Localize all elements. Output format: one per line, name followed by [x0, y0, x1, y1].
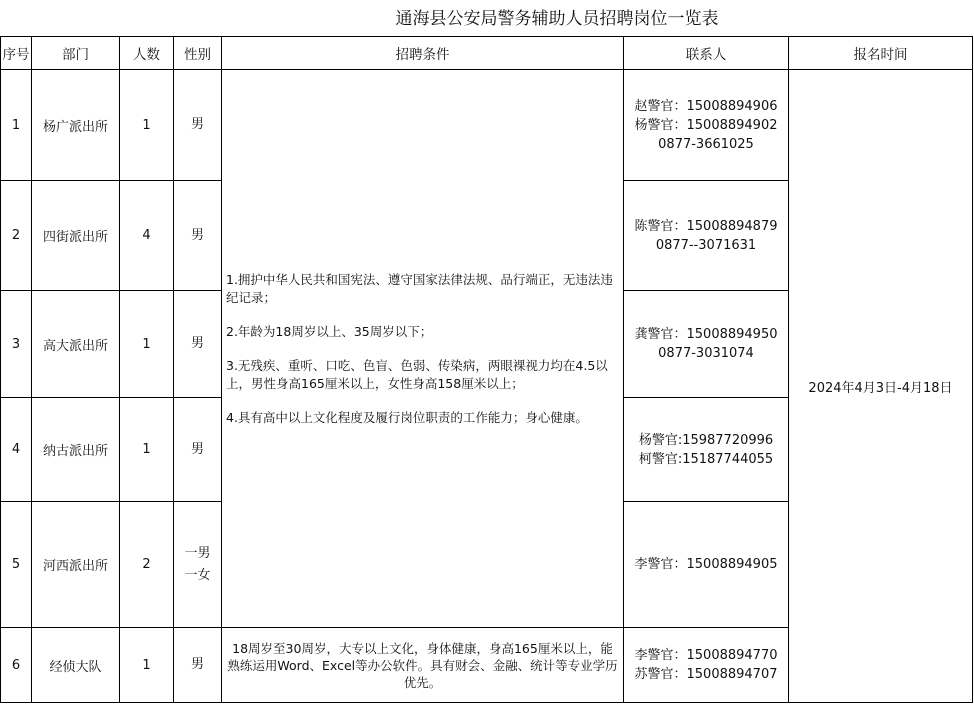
condition-item: 3.无残疾、重听、口吃、色盲、色弱、传染病，两眼裸视力均在4.5以上，男性身高165厘米以上，女性身高158厘米以上；	[226, 357, 608, 391]
shared-conditions-cell	[222, 70, 624, 628]
contact-line: 杨警官：15008894902	[634, 117, 778, 133]
signup-time-cell: 2024年4月3日-4月18日	[789, 70, 973, 703]
gender-cell	[174, 291, 222, 398]
contact-line: 杨警官:15987720996	[638, 432, 774, 448]
special-conditions-cell: 18周岁至30周岁，大专以上文化，身体健康，身高165厘米以上，能熟练运用Word、Excel等办公软件。具有财会、金融、统计等专业学历优先。	[222, 628, 624, 703]
contact-line: 李警官：15008894770	[634, 648, 778, 663]
gender-text: 男	[190, 117, 204, 132]
contact-line: 龚警官：15008894950	[634, 327, 778, 342]
contact-line: 0877-3661025	[658, 136, 754, 152]
header-dept: 部门	[32, 37, 120, 70]
count-cell: 1	[120, 628, 174, 703]
dept-cell: 四街派出所	[32, 181, 120, 291]
condition-item: 1.拥护中华人民共和国宪法、遵守国家法律法规、品行端正，无违法违纪记录；	[226, 271, 613, 305]
gender-text: 男	[190, 441, 204, 457]
count-cell: 4	[120, 181, 174, 291]
header-gender: 性别	[174, 37, 222, 70]
contact-line: 苏警官：15008894707	[634, 667, 778, 682]
seq-cell: 4	[1, 398, 32, 502]
contact-line: 赵警官：15008894906	[634, 98, 778, 114]
gender-text: 一男	[184, 545, 211, 561]
contact-line: 0877-3031074	[658, 346, 754, 361]
gender-text: 男	[190, 336, 204, 351]
dept-cell: 河西派出所	[32, 502, 120, 628]
dept-cell: 高大派出所	[32, 291, 120, 398]
header-contact: 联系人	[624, 37, 789, 70]
gender-cell	[174, 502, 222, 628]
contact-line: 陈警官：15008894879	[634, 218, 778, 234]
contact-cell	[624, 628, 789, 703]
gender-cell	[174, 70, 222, 181]
dept-cell: 杨广派出所	[32, 70, 120, 181]
contact-line: 0877--3071631	[655, 237, 757, 253]
contact-line: 柯警官:15187744055	[638, 451, 774, 467]
dept-cell: 经侦大队	[32, 628, 120, 703]
count-cell: 2	[120, 502, 174, 628]
seq-cell: 3	[1, 291, 32, 398]
header-count: 人数	[120, 37, 174, 70]
seq-cell: 2	[1, 181, 32, 291]
contact-line: 李警官：15008894905	[634, 557, 778, 572]
gender-text: 一女	[184, 567, 211, 583]
header-seq: 序号	[1, 37, 32, 70]
contact-cell	[624, 181, 789, 291]
count-cell: 1	[120, 70, 174, 181]
page-title: 通海县公安局警务辅助人员招聘岗位一览表	[395, 9, 719, 29]
count-cell: 1	[120, 398, 174, 502]
contact-cell	[624, 502, 789, 628]
header-row	[1, 37, 973, 70]
condition-item: 2.年龄为18周岁以上、35周岁以下；	[226, 323, 433, 339]
count-cell: 1	[120, 291, 174, 398]
seq-cell: 6	[1, 628, 32, 703]
gender-text: 男	[190, 657, 204, 672]
seq-cell: 5	[1, 502, 32, 628]
gender-text: 男	[190, 227, 204, 243]
contact-cell	[624, 291, 789, 398]
recruitment-table	[0, 36, 973, 703]
gender-cell	[174, 398, 222, 502]
dept-cell: 纳古派出所	[32, 398, 120, 502]
table-row	[1, 70, 973, 181]
gender-cell	[174, 628, 222, 703]
contact-cell	[624, 70, 789, 181]
seq-cell: 1	[1, 70, 32, 181]
header-conditions: 招聘条件	[222, 37, 624, 70]
condition-item: 4.具有高中以上文化程度及履行岗位职责的工作能力；身心健康。	[226, 409, 588, 425]
header-signup: 报名时间	[789, 37, 973, 70]
contact-cell	[624, 398, 789, 502]
gender-cell	[174, 181, 222, 291]
